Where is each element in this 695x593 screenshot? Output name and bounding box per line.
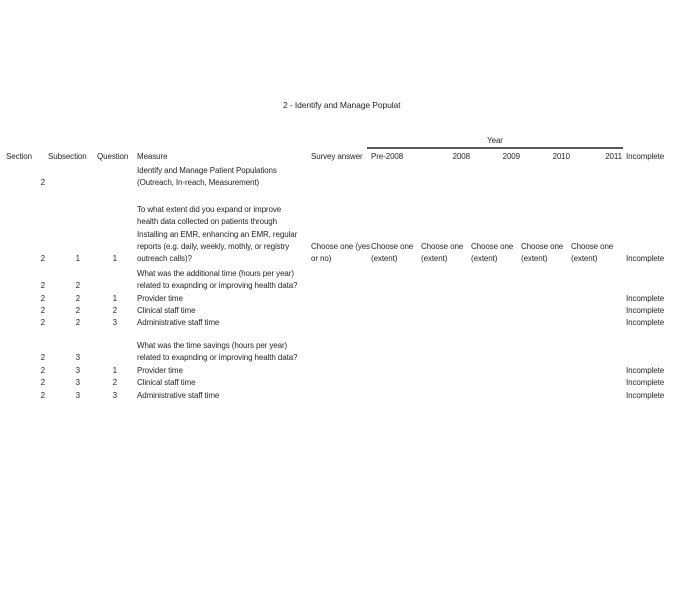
year-cell-pre-2008 (370, 241, 420, 266)
col-header-measure: Measure (137, 151, 168, 161)
year-cell-2008 (420, 241, 470, 266)
measure-cell: Clinical staff time (137, 378, 196, 388)
subsection-cell: 2 (75, 318, 80, 328)
question-cell: 3 (112, 390, 117, 400)
question-cell: 1 (112, 365, 117, 375)
measure-cell (136, 204, 310, 266)
measure-cell: Provider time (137, 365, 183, 375)
col-header-2010: 2010 (552, 151, 570, 161)
subsection-cell: 2 (75, 281, 80, 291)
year-cell-line: Choose one (371, 242, 414, 252)
col-header-question: Question (97, 151, 129, 161)
measure-line: What was the time savings (hours per year) (137, 340, 288, 350)
col-header-2008: 2008 (452, 151, 470, 161)
table-row-question-2-3-1 (0, 365, 695, 377)
measure-line: related to exapnding or improving health data? (137, 353, 298, 363)
question-cell: 1 (112, 293, 117, 303)
spacer (0, 330, 695, 340)
col-header-incomplete: Incomplete (626, 151, 665, 161)
survey-answer-line: Choose one (yes (311, 242, 370, 252)
measure-cell: Clinical staff time (137, 306, 196, 316)
section-cell: 2 (40, 365, 45, 375)
question-cell: 1 (112, 254, 117, 264)
section-cell: 2 (40, 306, 45, 316)
col-header-2011: 2011 (605, 151, 622, 161)
table-row-question-2-3-3 (0, 390, 695, 402)
year-cell-line: (extent) (471, 254, 498, 264)
subsection-cell: 1 (75, 254, 80, 264)
measure-line: Identify and Manage Patient Populations (137, 166, 277, 175)
year-cell-line: (extent) (521, 254, 548, 264)
table-row-subsection-2-2-header (0, 268, 695, 293)
year-cell-line: (extent) (421, 254, 448, 264)
measure-line: reports (e.g. daily, weekly, mothly, or registry (137, 242, 290, 252)
subsection-cell: 3 (75, 365, 80, 375)
incomplete-cell: Incomplete (626, 254, 665, 264)
year-cell-line: (extent) (371, 254, 398, 264)
table-row-question-2-3-2 (0, 377, 695, 389)
incomplete-cell: Incomplete (626, 365, 665, 375)
section-cell: 2 (40, 353, 45, 363)
col-header-subsection: Subsection (48, 151, 87, 161)
col-header-2009: 2009 (502, 151, 520, 161)
subsection-cell: 2 (75, 306, 80, 316)
section-cell: 2 (40, 318, 45, 328)
table-row-question-2-2-1 (0, 293, 695, 305)
table-row-section-2-header (0, 165, 695, 190)
section-cell: 2 (40, 178, 45, 188)
measure-cell (136, 268, 310, 293)
page-title: 2 - Identify and Manage Populat (283, 100, 401, 110)
question-cell: 2 (112, 378, 117, 388)
year-cell-line: Choose one (471, 242, 514, 252)
measure-cell: Administrative staff time (137, 318, 220, 328)
section-cell: 2 (40, 293, 45, 303)
incomplete-cell: Incomplete (626, 306, 665, 316)
table-row-question-2-1-1 (0, 204, 695, 266)
col-header-survey-answer: Survey answer (311, 151, 363, 161)
table-row-question-2-2-2 (0, 305, 695, 317)
subsection-cell: 3 (75, 390, 80, 400)
section-cell: 2 (40, 254, 45, 264)
section-cell: 2 (40, 281, 45, 291)
measure-line: Installing an EMR, enhancing an EMR, regular (137, 229, 298, 239)
year-cell-2011 (570, 241, 622, 266)
measure-line: What was the additional time (hours per year) (137, 268, 294, 278)
year-cell-2009 (470, 241, 520, 266)
table-row-subsection-2-3-header (0, 340, 695, 365)
year-cell-line: (extent) (571, 254, 598, 264)
measure-cell: Administrative staff time (137, 390, 220, 400)
survey-answer-cell (310, 241, 370, 266)
incomplete-cell: Incomplete (626, 318, 665, 328)
subsection-cell: 2 (75, 293, 80, 303)
measure-line: outreach calls)? (137, 254, 192, 264)
measure-cell: Provider time (137, 293, 183, 303)
table-row-question-2-2-3 (0, 317, 695, 329)
year-cell-line: Choose one (571, 242, 614, 252)
year-group-band (0, 135, 695, 149)
year-cell-line: Choose one (421, 242, 464, 252)
spacer (0, 190, 695, 204)
measure-line: health data collected on patients through (137, 217, 278, 227)
measure-cell (136, 340, 310, 365)
year-cell-line: Choose one (521, 242, 564, 252)
year-group-header: Year (367, 135, 623, 149)
measure-line: related to exapnding or improving health data? (137, 281, 298, 291)
incomplete-cell: Incomplete (626, 390, 665, 400)
incomplete-cell: Incomplete (626, 378, 665, 388)
section-cell: 2 (40, 378, 45, 388)
measure-cell (136, 165, 310, 190)
table-header-row (0, 149, 695, 163)
col-header-pre-2008: Pre-2008 (371, 151, 404, 161)
subsection-cell: 3 (75, 353, 80, 363)
year-cell-2010 (520, 241, 570, 266)
incomplete-cell: Incomplete (626, 293, 665, 303)
col-header-section: Section (6, 151, 32, 161)
question-cell: 3 (112, 318, 117, 328)
measure-line: (Outreach, In-reach, Measurement) (137, 178, 260, 188)
subsection-cell: 3 (75, 378, 80, 388)
question-cell: 2 (112, 306, 117, 316)
section-cell: 2 (40, 390, 45, 400)
survey-answer-line: or no) (311, 254, 332, 264)
measure-line: To what extent did you expand or improve (137, 204, 282, 214)
